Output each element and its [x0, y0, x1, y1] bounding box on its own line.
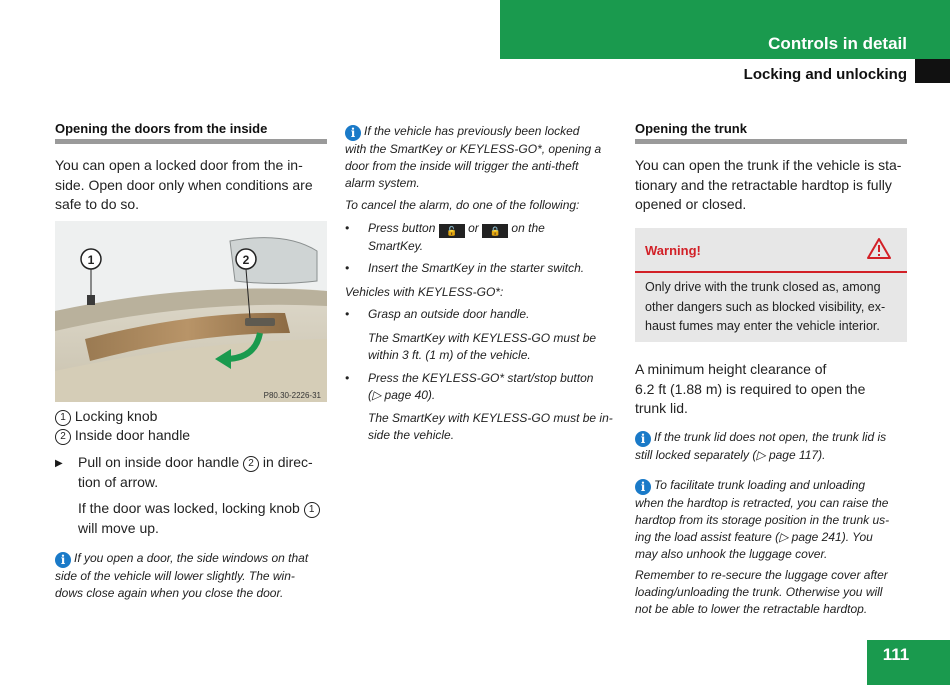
bullet-insert-key: Insert the SmartKey in the starter switch.: [368, 261, 585, 275]
lock-key-icon: 🔒: [482, 224, 508, 238]
bullet-grasp-handle: Grasp an outside door handle.: [368, 307, 530, 321]
legend-locking-knob: 1 Locking knob: [55, 407, 157, 427]
keyless-inside-note: The SmartKey with KEYLESS-GO must be in- side the vehicle.: [368, 411, 613, 442]
door-illustration: [55, 221, 327, 402]
warning-triangle-icon: [866, 237, 892, 260]
heading-rule: [635, 139, 907, 144]
alarm-note: i If the vehicle has previously been locked with the SmartKey or KEYLESS-GO*, opening a door from the inside will trigger the anti-theft alarm system.: [345, 124, 602, 190]
bullet-dot: •: [345, 261, 350, 275]
warning-header: [635, 228, 907, 273]
load-assist-note: i To facilitate trunk loading and unloading when the hardtop is retracted, you can raise the hardtop from its storage position in the trunk us- ing the load assist feature (▷ page 241). You may also unhook the luggage cover.: [635, 478, 890, 561]
figure-code: P80.30-2226-31: [263, 391, 321, 400]
section-title: Controls in detail: [768, 34, 907, 53]
legend-inside-handle: 2 Inside door handle: [55, 426, 190, 446]
bullet-start-stop: Press the KEYLESS-GO* start/stop button (▷ page 40).: [368, 371, 594, 402]
heading-rule: [55, 139, 327, 144]
keyless-intro: Vehicles with KEYLESS-GO*:: [345, 285, 504, 299]
step-result: If the door was locked, locking knob 1 will move up.: [78, 499, 328, 538]
step-text: Pull on inside door handle 2 in direc- tion of arrow.: [78, 454, 313, 490]
info-icon: i: [55, 552, 71, 568]
warning-box: [635, 228, 907, 342]
cancel-alarm-intro: To cancel the alarm, do one of the following:: [345, 198, 580, 212]
callout-1: 1: [87, 253, 95, 267]
keyless-range-note: The SmartKey with KEYLESS-GO must be within 3 ft. (1 m) of the vehicle.: [368, 331, 597, 362]
door-interior-photo: [55, 221, 327, 402]
warning-title: Warning!: [645, 243, 701, 258]
unlock-key-icon: 🔓: [439, 224, 465, 238]
thumb-index-tab: [915, 59, 950, 83]
warning-text: Only drive with the trunk closed as, among other dangers such as blocked visibility, ex- haust fumes may enter the vehicle interior.: [645, 280, 886, 333]
page-number: 111: [882, 645, 910, 664]
bullet-dot: •: [345, 307, 350, 321]
step-arrow-icon: ▶: [55, 458, 63, 469]
page-number-tab: [867, 640, 950, 685]
info-icon: i: [635, 431, 651, 447]
trunk-lid-note: i If the trunk lid does not open, the trunk lid is still locked separately (▷ page 117).: [635, 430, 887, 462]
bullet-dot: •: [345, 371, 350, 385]
legend-num-2: 2: [55, 429, 71, 445]
doors-intro: You can open a locked door from the in- side. Open door only when conditions are safe to do so.: [55, 157, 313, 212]
bullet-press-button: Press button 🔓 or 🔒 on the SmartKey.: [368, 221, 545, 253]
doors-heading: Opening the doors from the inside: [55, 121, 268, 136]
legend-num-1: 1: [55, 410, 71, 426]
luggage-cover-note: Remember to re-secure the luggage cover after loading/unloading the trunk. Otherwise you will not be able to lower the retractable hardtop.: [635, 568, 888, 616]
clearance-text: A minimum height clearance of 6.2 ft (1.88 m) is required to open the trunk lid.: [635, 361, 866, 416]
trunk-heading: Opening the trunk: [635, 121, 747, 136]
trunk-intro: You can open the trunk if the vehicle is sta- tionary and the retractable hardtop is fully opened or closed.: [635, 157, 902, 212]
windows-note: i If you open a door, the side windows on that side of the vehicle will lower slightly. The win- dows close again when you close the door.: [55, 551, 309, 600]
callout-2: 2: [242, 253, 250, 267]
info-icon: i: [635, 479, 651, 495]
info-icon: i: [345, 125, 361, 141]
subsection-title: Locking and unlocking: [743, 66, 907, 83]
bullet-dot: •: [345, 221, 350, 235]
